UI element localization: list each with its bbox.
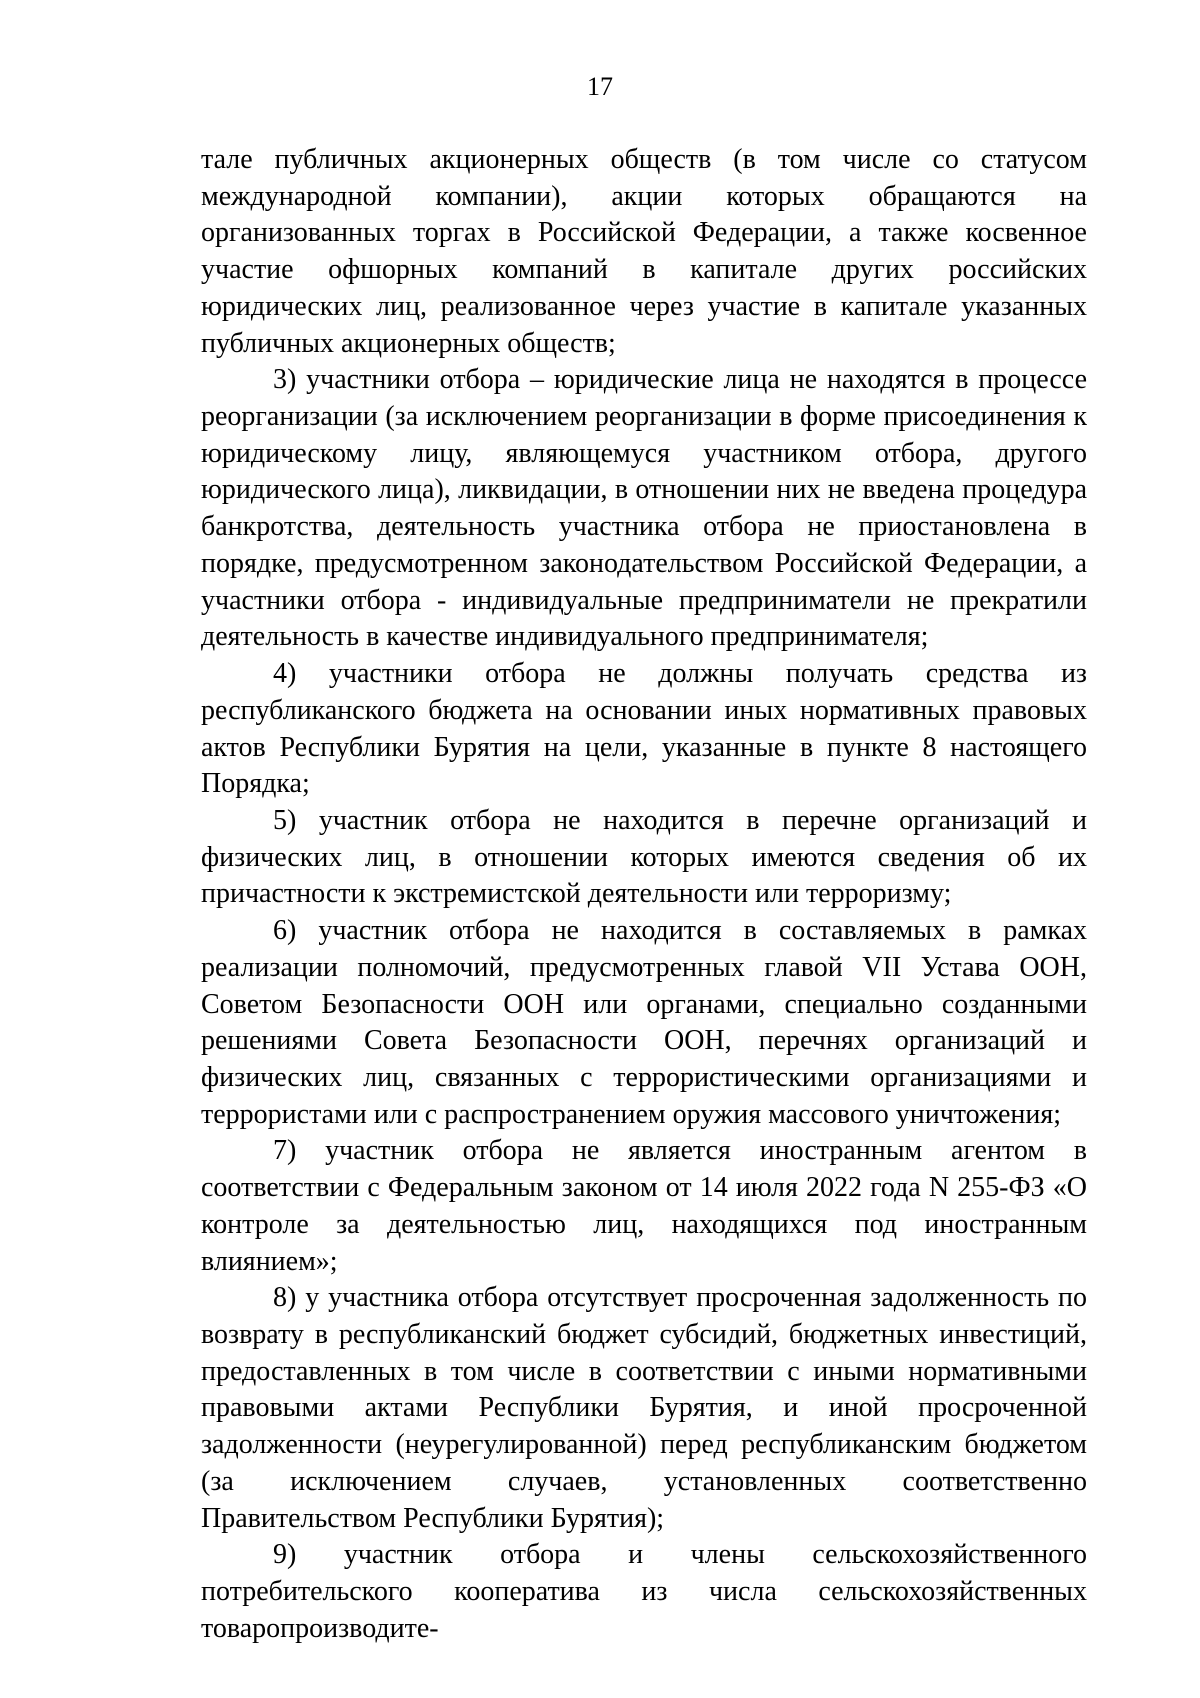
page-number: 17: [587, 72, 613, 101]
paragraph-item-5: 5) участник отбора не находится в перечне организаций и физических лиц, в отношении которых имеются сведения об их причастности к экстремистской деятельности или терроризму;: [201, 804, 1087, 910]
paragraph-item-8: 8) у участника отбора отсутствует просроченная задолженность по возврату в республиканский бюджет субсидий, бюджетных инвестиций, предоставленных в том числе в соответствии с иными нормативными правовыми актами Республики Бурятия, и иной просроченной задолженности (неурегулированной) перед республиканским бюджетом (за исключением случаев, установленных соответственно Правительством Республики Бурятия);: [201, 1282, 1087, 1534]
document-body: [201, 142, 1087, 1647]
paragraph-item-6: 6) участник отбора не находится в составляемых в рамках реализации полномочий, предусмотренных главой VII Устава ООН, Советом Безопасности ООН или органами, специально созданными решениями Совета Безопасности ООН, перечнях организаций и физических лиц, связанных с террористическими организациями и террористами или с распространением оружия массового уничтожения;: [201, 915, 1087, 1130]
paragraph-continuation: тале публичных акционерных обществ (в том числе со статусом международной компании), акции которых обращаются на организованных торгах в Российской Федерации, а также косвенное участие офшорных компаний в капитале других российских юридических лиц, реализованное через участие в капитале указанных публичных акционерных обществ;: [201, 144, 1087, 359]
paragraph-item-7: 7) участник отбора не является иностранным агентом в соответствии с Федеральным законом от 14 июля 2022 года N 255-ФЗ «О контроле за деятельностью лиц, находящихся под иностранным влиянием»;: [201, 1135, 1087, 1277]
paragraph-item-3: 3) участники отбора – юридические лица не находятся в процессе реорганизации (за исключением реорганизации в форме присоединения к юридическому лицу, являющемуся участником отбора, другого юридического лица), ликвидации, в отношении них не введена процедура банкротства, деятельность участника отбора не приостановлена в порядке, предусмотренном законодательством Российской Федерации, а участники отбора - индивидуальные предприниматели не прекратили деятельность в качестве индивидуального предпринимателя;: [201, 364, 1087, 653]
paragraph-item-9: 9) участник отбора и члены сельскохозяйственного потребительского кооператива из числа сельскохозяйственных товаропроизводите-: [201, 1539, 1087, 1644]
paragraph-item-4: 4) участники отбора не должны получать средства из республиканского бюджета на основании иных нормативных правовых актов Республики Бурятия на цели, указанные в пункте 8 настоящего Порядка;: [201, 658, 1087, 800]
